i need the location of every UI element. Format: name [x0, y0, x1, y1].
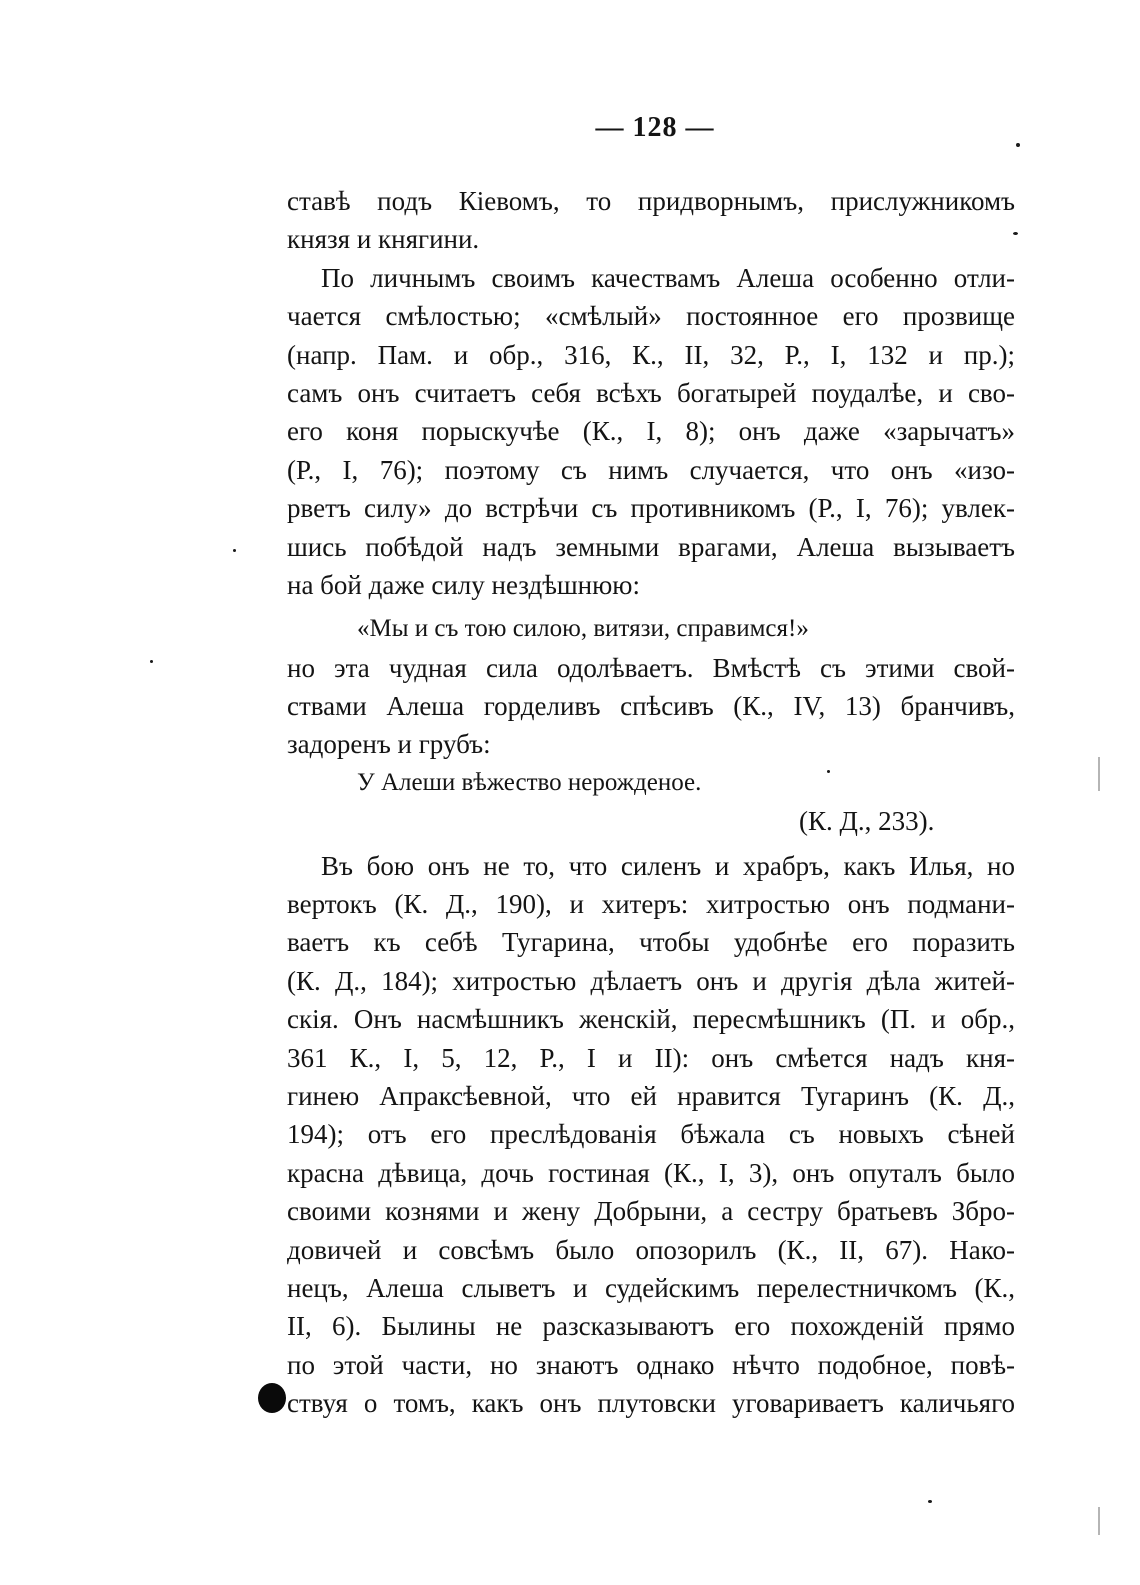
text-line: скія. Онъ насмѣшникъ женскій, пересмѣшникъ (П. и обр.,	[287, 1004, 1015, 1035]
text-line: гинею Апраксѣевной, что ей нравится Тугаринъ (К. Д.,	[287, 1080, 1015, 1111]
citation-line: (К. Д., 233).	[799, 806, 935, 837]
scan-speck	[1013, 232, 1018, 235]
text-line: нецъ, Алеша слыветъ и судейскимъ перелестничкомъ (К.,	[287, 1272, 1015, 1303]
text-line: По личнымъ своимъ качествамъ Алеша особенно отли-	[321, 262, 1015, 293]
scan-speck	[1016, 143, 1020, 147]
text-line: красна дѣвица, дочь гостиная (К., I, 3), онъ опуталъ было	[287, 1157, 1015, 1188]
text-line: но эта чудная сила одолѣваетъ. Вмѣстѣ съ этими свой-	[287, 652, 1015, 683]
text-line: ствуя о томъ, какъ онъ плутовски уговариваетъ каличьяго	[287, 1388, 1015, 1419]
text-line: рветъ силу» до встрѣчи съ противникомъ (Р., I, 76); увлек-	[287, 493, 1015, 524]
text-line: 194); отъ его преслѣдованія бѣжала съ новыхъ сѣней	[287, 1119, 1015, 1150]
text-line: (Р., I, 76); поэтому съ нимъ случается, что онъ «изо-	[287, 454, 1015, 485]
margin-ink-blot	[258, 1383, 286, 1413]
text-line: задоренъ и грубъ:	[287, 729, 491, 760]
text-line: чается смѣлостью; «смѣлый» постоянное его прозвище	[287, 301, 1015, 332]
text-line: ставѣ подъ Кіевомъ, то придворнымъ, прислужникомъ	[287, 186, 1015, 216]
page-number: — 128 —	[595, 112, 715, 143]
text-line: (К. Д., 184); хитростью дѣлаетъ онъ и другія дѣла житей-	[287, 965, 1015, 996]
text-line: Въ бою онъ не то, что силенъ и храбръ, какъ Илья, но	[321, 850, 1015, 881]
text-line: (напр. Пам. и обр., 316, К., II, 32, Р., I, 132 и пр.);	[287, 339, 1015, 370]
text-line: самъ онъ считаетъ себя всѣхъ богатырей поудалѣе, и сво-	[287, 377, 1015, 408]
text-line: II, 6). Былины не разсказываютъ его похожденій прямо	[287, 1311, 1015, 1342]
scan-speck	[928, 1500, 932, 1503]
scan-rule	[1098, 757, 1100, 791]
scan-speck	[150, 660, 153, 663]
text-line: 361 К., I, 5, 12, Р., I и II): онъ смѣется надъ кня-	[287, 1042, 1015, 1073]
scan-speck	[827, 770, 830, 773]
text-line: его коня порыскучѣе (К., I, 8); онъ даже «зарычатъ»	[287, 416, 1015, 447]
text-line: ваетъ къ себѣ Тугарина, чтобы удобнѣе его поразить	[287, 927, 1015, 958]
verse-line: «Мы и съ тою силою, витязи, справимся!»	[357, 615, 809, 643]
text-block	[287, 182, 1015, 1423]
scan-rule	[1098, 1507, 1100, 1535]
verse-line: У Алеши вѣжество нерожденое.	[357, 768, 702, 796]
text-line: князя и княгини.	[287, 224, 480, 255]
text-line: вертокъ (К. Д., 190), и хитеръ: хитростью онъ подмани-	[287, 889, 1015, 920]
text-line: шись побѣдой надъ земными врагами, Алеша вызываетъ	[287, 531, 1015, 562]
text-line: своими кознями и жену Добрыни, а сестру братьевъ Збро-	[287, 1196, 1015, 1227]
scan-speck	[233, 549, 236, 552]
text-line: ствами Алеша горделивъ спѣсивъ (К., IV, 13) бранчивъ,	[287, 691, 1015, 722]
text-line: по этой части, но знаютъ однако нѣчто подобное, повѣ-	[287, 1349, 1015, 1380]
text-line: на бой даже силу нездѣшнюю:	[287, 569, 640, 600]
text-line: довичей и совсѣмъ было опозорилъ (К., II, 67). Нако-	[287, 1234, 1015, 1265]
